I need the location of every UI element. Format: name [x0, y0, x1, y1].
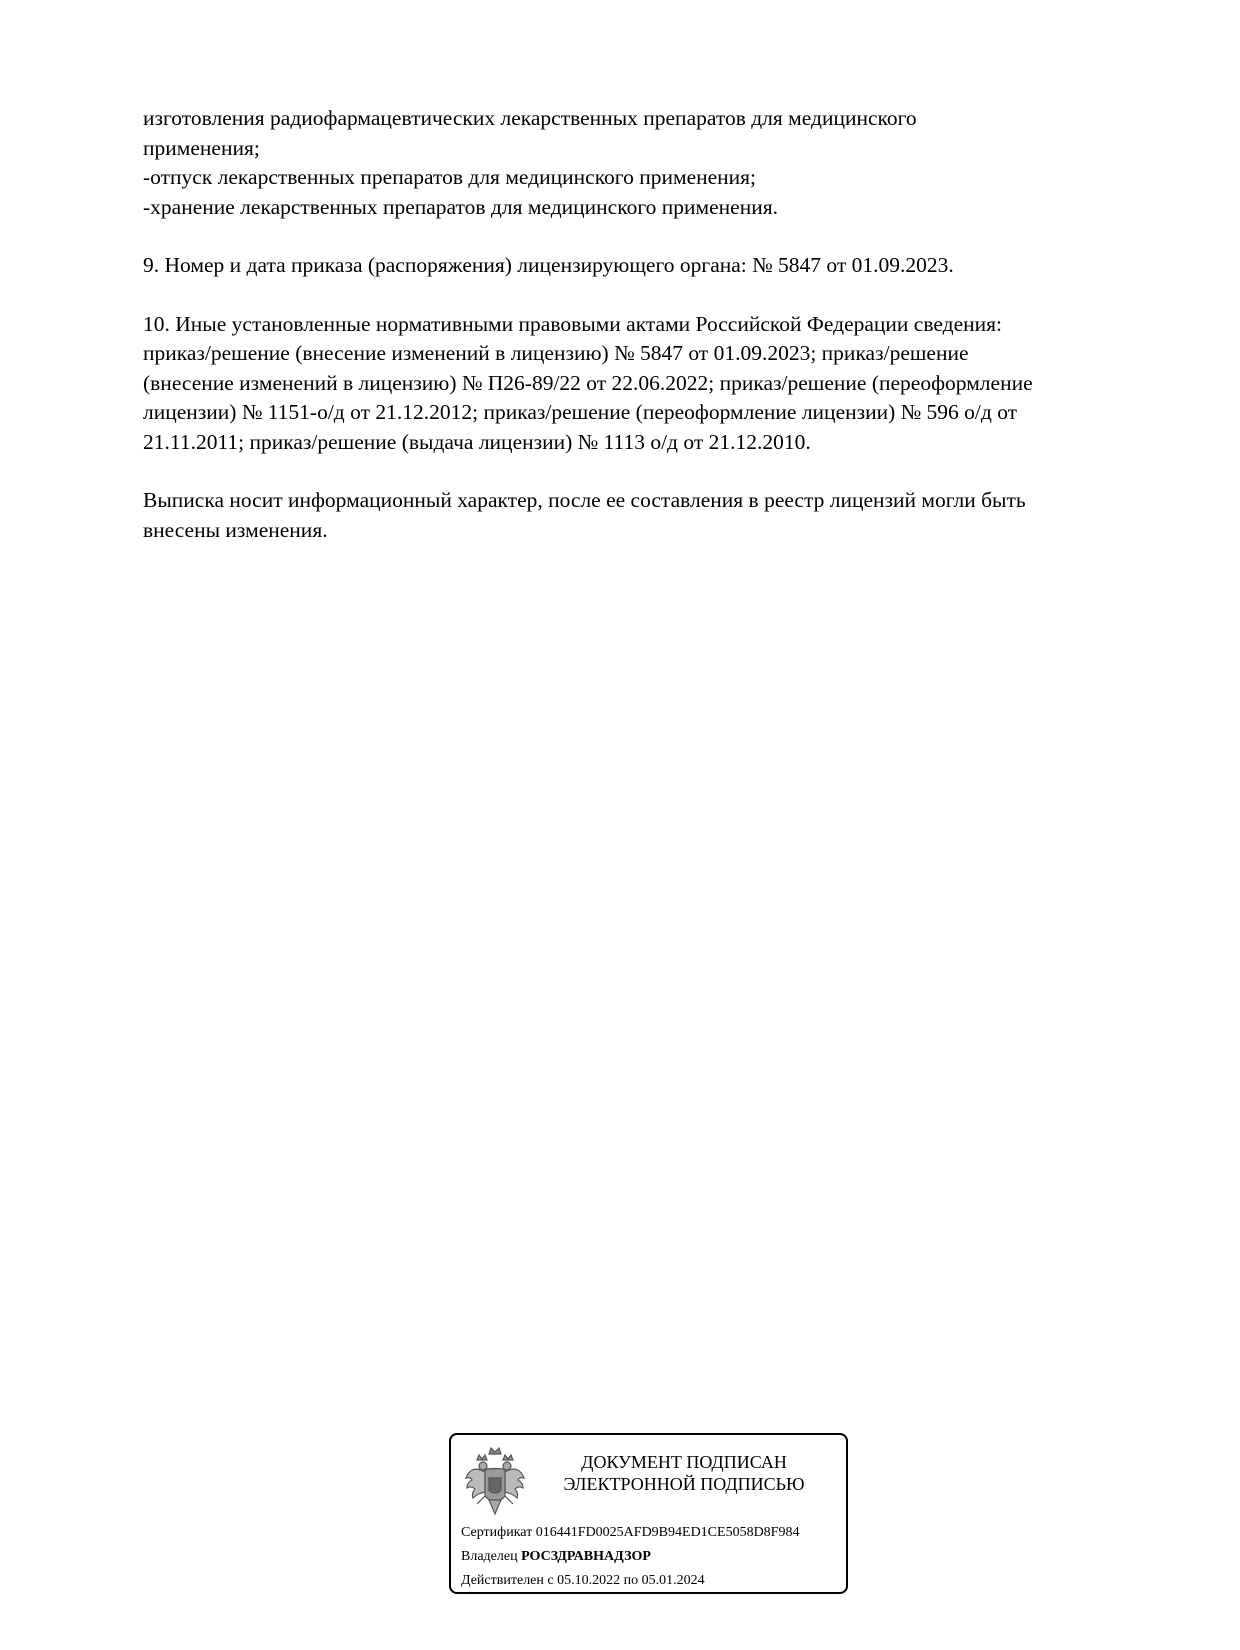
text-line: 21.11.2011; приказ/решение (выдача лицензии) № 1113 о/д от 21.12.2010. [143, 429, 811, 454]
owner-value: РОСЗДРАВНАДЗОР [521, 1549, 651, 1564]
certificate-line [461, 1524, 799, 1542]
stamp-title [539, 1451, 829, 1495]
owner-label: Владелец [461, 1549, 518, 1564]
certificate-label: Сертификат [461, 1525, 533, 1540]
text-line: изготовления радиофармацевтических лекарственных препаратов для медицинского [143, 106, 917, 130]
text-line: -хранение лекарственных препаратов для медицинского применения. [143, 194, 778, 219]
text-line: 10. Иные установленные нормативными правовыми актами Российской Федерации сведения: [143, 311, 1002, 336]
paragraph-order-number [143, 251, 1153, 281]
text-line: приказ/решение (внесение изменений в лицензию) № 5847 от 01.09.2023; приказ/решение [143, 341, 969, 365]
paragraph-other-info [143, 310, 1153, 458]
text-line: -отпуск лекарственных препаратов для медицинского применения; [143, 165, 757, 189]
text-line: применения; [143, 135, 260, 160]
text-line: лицензии) № 1151-о/д от 21.12.2012; приказ/решение (переоформление лицензии) № 596 о/д от [143, 400, 1018, 424]
text-line: 9. Номер и дата приказа (распоряжения) лицензирующего органа: № 5847 от 01.09.2023. [143, 253, 954, 277]
owner-line [461, 1548, 651, 1566]
certificate-value: 016441FD0025AFD9B94ED1CE5058D8F984 [535, 1525, 800, 1540]
paragraph-disclaimer [143, 486, 1153, 545]
paragraph-activities [143, 104, 1153, 222]
stamp-title-line: ЭЛЕКТРОННОЙ ПОДПИСЬЮ [563, 1474, 805, 1494]
coat-of-arms-icon [463, 1444, 527, 1520]
text-line: (внесение изменений в лицензию) № П26-89/22 от 22.06.2022; приказ/решение (переоформление [143, 370, 1033, 395]
electronic-signature-stamp [449, 1433, 848, 1594]
document-body [143, 104, 1153, 545]
stamp-title-line: ДОКУМЕНТ ПОДПИСАН [581, 1452, 787, 1472]
validity-line: Действителен с 05.10.2022 по 05.01.2024 [461, 1573, 705, 1588]
text-line: Выписка носит информационный характер, после ее составления в реестр лицензий могли быть [143, 488, 1026, 512]
text-line: внесены изменения. [143, 517, 328, 542]
